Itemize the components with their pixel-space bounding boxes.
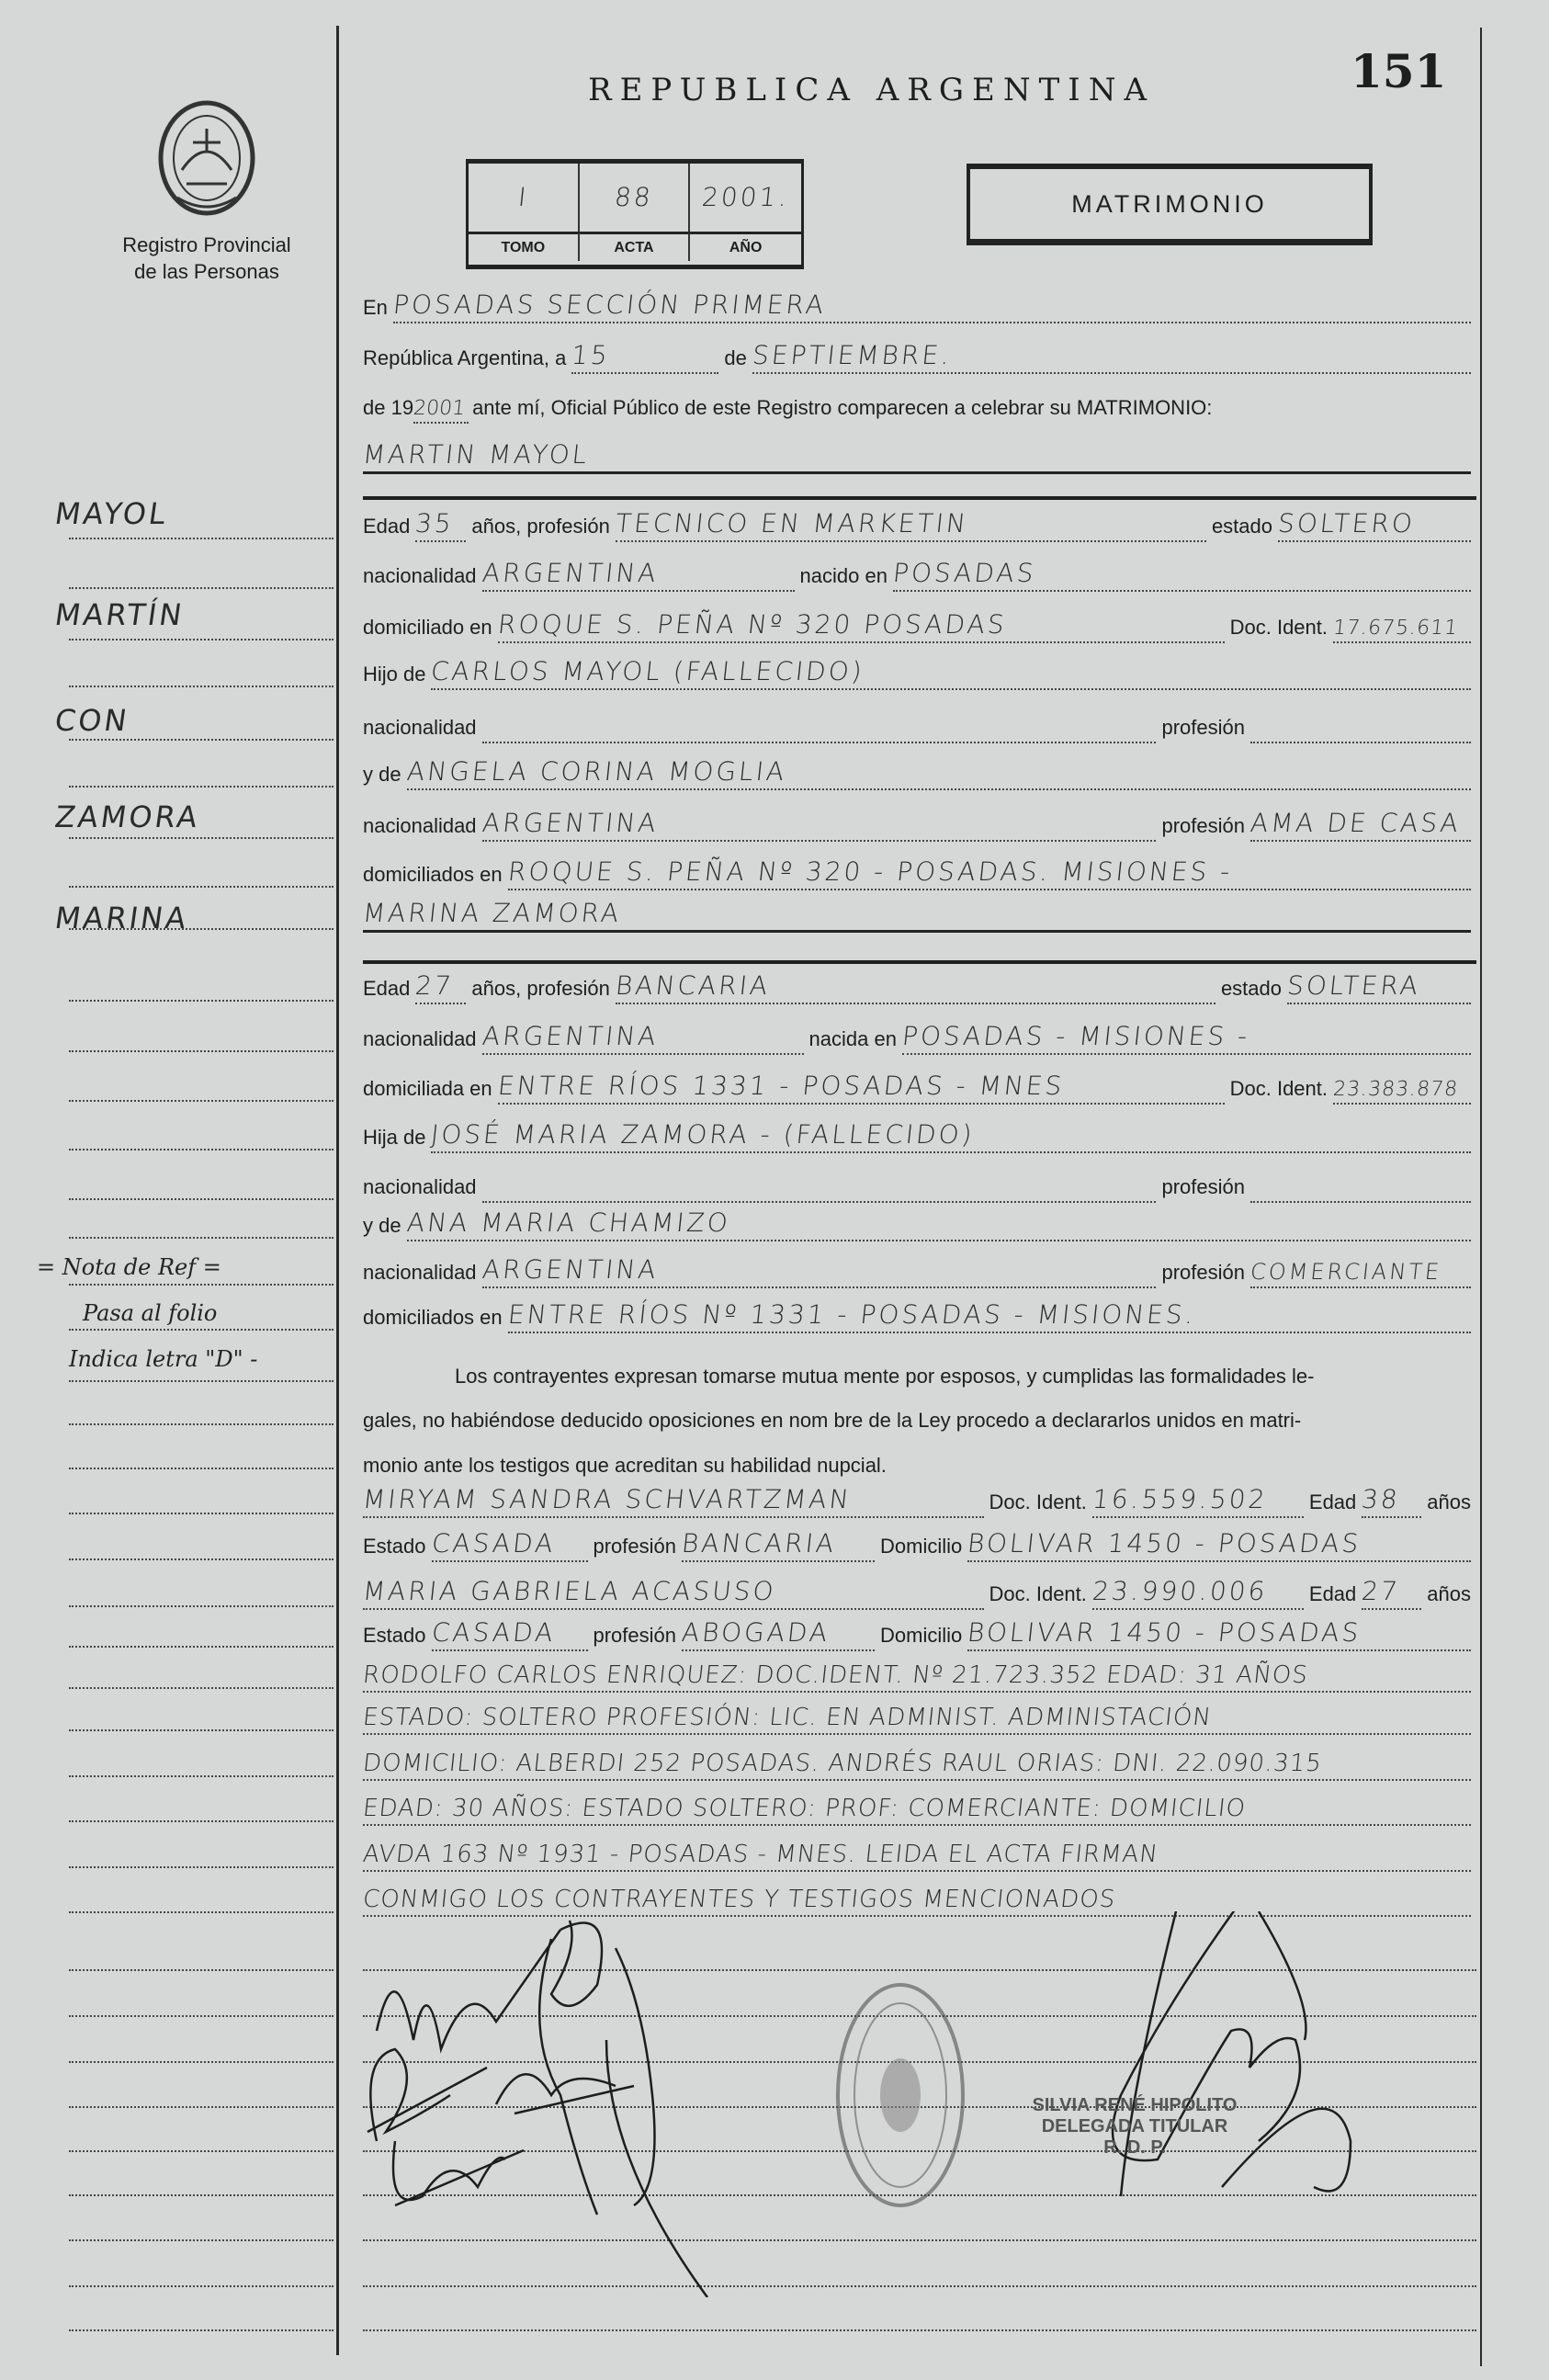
extra-line (363, 1645, 1476, 1693)
margin-dotted-line (69, 1729, 334, 1731)
margin-dotted-line (69, 2239, 334, 2241)
bride-mother-nationality-row (363, 1241, 1476, 1288)
doc-label: Doc. Ident. (1229, 616, 1328, 639)
profesion-label: profesión (1161, 814, 1245, 837)
signature-dotted-line (363, 2329, 1476, 2331)
margin-con: CON (52, 703, 132, 738)
witness-1-status: CASADA (432, 1524, 588, 1562)
bride-father-row (363, 1105, 1476, 1153)
groom-father-row (363, 642, 1476, 690)
margin-dotted-line (69, 1198, 334, 1200)
hijo-label: Hijo de (363, 663, 426, 686)
y-de-label: y de (363, 1214, 401, 1237)
profesion-label: profesión (1161, 1175, 1245, 1198)
date-row (363, 326, 1476, 374)
bride-mother-row (363, 1194, 1476, 1241)
domicilio-label: Domicilio (880, 1535, 963, 1558)
extra-line-field: DOMICILIO: ALBERDI 252 POSADAS. ANDRÉS RAUL ORIAS: DNI. 22.090.315 (363, 1742, 1471, 1781)
witness-1-name: MIRYAM SANDRA SCHVARTZMAN (363, 1479, 984, 1518)
margin-dotted-line (69, 786, 334, 788)
margin-dotted-line (69, 1605, 334, 1607)
margin-divider (336, 26, 339, 2355)
edad-label: Edad (1308, 1582, 1357, 1605)
margin-name-bride: MARINA (52, 901, 191, 935)
declaration-line-2: gales, no habiéndose deducido oposiciones en nom bre de la Ley procedo a declararlos unidos en matri- (363, 1409, 1302, 1432)
declaration-line-3: monio ante los testigos que acreditan su habilidad nupcial. (363, 1454, 887, 1477)
bride-parents-address: ENTRE RÍOS Nº 1331 - POSADAS - MISIONES. (508, 1295, 1471, 1333)
witness-1-details-row (363, 1514, 1476, 1562)
year-field: 2001 (413, 385, 469, 424)
witness-2-doc: 23.990.006 (1092, 1571, 1304, 1610)
ano-label: AÑO (690, 232, 801, 261)
bride-status: SOLTERA (1287, 966, 1471, 1004)
domiciliada-label: domiciliada en (363, 1077, 492, 1100)
groom-mother-row (363, 742, 1476, 790)
margin-dotted-line (69, 1775, 334, 1777)
doc-label: Doc. Ident. (1229, 1077, 1328, 1100)
margin-dotted-line (69, 1050, 334, 1052)
tomo-value: I (516, 181, 530, 212)
bride-age: 27 (415, 966, 466, 1004)
profesion-label: profesión (593, 1624, 677, 1647)
groom-doc: 17.675.611 (1333, 605, 1471, 643)
estado-label: Estado (363, 1624, 426, 1647)
bride-birthplace: POSADAS - MISIONES - (902, 1016, 1471, 1055)
groom-father-nationality-row (363, 696, 1476, 743)
groom-name-row (363, 426, 1476, 474)
bride-name-field: MARINA ZAMORA (363, 893, 1471, 933)
registry-name (101, 232, 312, 285)
margin-note-1: = Nota de Ref = (37, 1254, 221, 1280)
margin-dotted-line (69, 1380, 334, 1382)
en-label: En (363, 296, 388, 319)
margin-note-2: Pasa al folio (83, 1300, 218, 1326)
doc-label: Doc. Ident. (989, 1582, 1087, 1605)
margin-dotted-line (69, 1000, 334, 1002)
extra-line (363, 1778, 1476, 1826)
margin-dotted-line (69, 587, 334, 589)
groom-parents-address: ROQUE S. PEÑA Nº 320 - POSADAS. MISIONES - (508, 852, 1471, 890)
groom-age-row (363, 494, 1476, 542)
bride-father: JOSÉ MARIA ZAMORA - (FALLECIDO) (431, 1115, 1471, 1153)
statement-text: ante mí, Oficial Público de este Registro comparecen a celebrar su MATRIMONIO: (472, 396, 1213, 419)
margin-dotted-line (69, 2329, 334, 2331)
witness-2-age: 27 (1362, 1571, 1421, 1610)
bride-doc: 23.383.878 (1333, 1066, 1471, 1105)
witness-1-age: 38 (1362, 1479, 1421, 1518)
groom-father: CARLOS MAYOL (FALLECIDO) (431, 652, 1471, 690)
margin-dotted-line (69, 1329, 334, 1331)
bride-nationality-row (363, 1007, 1476, 1055)
year-prefix: de 19 (363, 396, 414, 419)
margin-dotted-line (69, 2285, 334, 2287)
margin-name-groom: MARTÍN (52, 597, 187, 632)
acta-label: ACTA (580, 232, 691, 261)
right-border (1480, 28, 1482, 2366)
extra-line-field: CONMIGO LOS CONTRAYENTES Y TESTIGOS MENCIONADOS (363, 1878, 1471, 1917)
margin-dotted-line (69, 538, 334, 539)
domicilio-label: Domicilio (880, 1624, 963, 1647)
bride-mother-nationality: ARGENTINA (482, 1250, 1157, 1288)
acta-value: 88 (613, 181, 655, 212)
extra-line-field: EDAD: 30 AÑOS: ESTADO SOLTERO: PROF: COMERCIANTE: DOMICILIO (363, 1787, 1471, 1826)
official-org: R. D. P. (1103, 2137, 1166, 2158)
margin-dotted-line (69, 886, 334, 888)
groom-father-profession (1250, 705, 1471, 743)
bride-parents-address-row (363, 1286, 1476, 1333)
margin-dotted-line (69, 2106, 334, 2108)
witness-1-profession: BANCARIA (682, 1524, 875, 1562)
groom-age: 35 (415, 504, 466, 542)
estado-label: Estado (363, 1535, 426, 1558)
margin-dotted-line (69, 686, 334, 687)
margin-note-3: Indica letra "D" - (69, 1346, 258, 1372)
margin-dotted-line (69, 1100, 334, 1102)
groom-father-nationality (482, 705, 1157, 743)
official-stamp-text (1020, 2095, 1249, 2159)
month-field: SEPTIEMBRE. (752, 335, 1471, 374)
groom-status: SOLTERO (1278, 504, 1471, 542)
official-role: DELEGADA TITULAR (1041, 2116, 1228, 2136)
margin-dotted-line (69, 2150, 334, 2152)
ano-value: 2001. (700, 181, 792, 212)
bride-mother-profession: COMERCIANTE (1250, 1250, 1471, 1288)
place-row (363, 276, 1476, 323)
margin-dotted-line (69, 1468, 334, 1469)
estado-label: estado (1211, 515, 1272, 538)
tomo-label: TOMO (469, 232, 580, 261)
anos-label: años (1427, 1582, 1471, 1605)
tomo-acta-ano-box (466, 159, 804, 269)
margin-dotted-line (69, 1646, 334, 1648)
extra-line-field: RODOLFO CARLOS ENRIQUEZ: DOC.IDENT. Nº 21.723.352 EDAD: 31 AÑOS (363, 1654, 1471, 1693)
nacionalidad-label: nacionalidad (363, 1027, 477, 1050)
year-row (363, 376, 1476, 424)
margin-dotted-line (69, 1284, 334, 1286)
margin-dotted-line (69, 2061, 334, 2063)
republica-label: República Argentina, a (363, 346, 567, 369)
signatures (340, 1911, 1479, 2297)
margin-dotted-line (69, 1237, 334, 1239)
domiciliado-label: domiciliado en (363, 616, 492, 639)
nacionalidad-label: nacionalidad (363, 1175, 477, 1198)
extra-line-field: AVDA 163 Nº 1931 - POSADAS - MNES. LEIDA EL ACTA FIRMAN (363, 1833, 1471, 1872)
profesion-label: profesión (1161, 716, 1245, 739)
edad-label: Edad (363, 977, 411, 1000)
margin-dotted-line (69, 1820, 334, 1822)
bride-address-row (363, 1057, 1476, 1105)
bride-mother: ANA MARIA CHAMIZO (407, 1203, 1471, 1241)
y-de-label: y de (363, 763, 401, 786)
domiciliados-label: domiciliados en (363, 1306, 503, 1329)
groom-mother-nationality-row (363, 794, 1476, 842)
record-type-box: MATRIMONIO (967, 164, 1373, 245)
witness-1-address: BOLIVAR 1450 - POSADAS (967, 1524, 1471, 1562)
registry-line-1: Registro Provincial (122, 233, 291, 256)
profesion-label: años, profesión (471, 977, 610, 1000)
document-title: REPUBLICA ARGENTINA (588, 72, 1156, 108)
groom-birthplace: POSADAS (893, 553, 1471, 592)
profesion-label: profesión (1161, 1261, 1245, 1284)
nacionalidad-label: nacionalidad (363, 716, 477, 739)
witness-1-doc: 16.559.502 (1092, 1479, 1304, 1518)
extra-line (363, 1733, 1476, 1781)
doc-label: Doc. Ident. (989, 1490, 1087, 1513)
bride-nationality: ARGENTINA (482, 1016, 804, 1055)
margin-dotted-line (69, 837, 334, 839)
bride-name-row (363, 885, 1476, 933)
extra-line (363, 1824, 1476, 1872)
witness-1-row (363, 1470, 1476, 1518)
anos-label: años (1427, 1490, 1471, 1513)
margin-dotted-line (69, 1558, 334, 1560)
bride-address: ENTRE RÍOS 1331 - POSADAS - MNES (498, 1066, 1225, 1105)
groom-mother-profession: AMA DE CASA (1250, 803, 1471, 842)
declaration-line-1: Los contrayentes expresan tomarse mutua mente por esposos, y cumplidas las formalidades le- (455, 1365, 1315, 1388)
margin-dotted-line (69, 639, 334, 640)
day-field: 15 (571, 335, 718, 374)
bride-profession: BANCARIA (616, 966, 1215, 1004)
nacionalidad-label: nacionalidad (363, 814, 477, 837)
margin-dotted-line (69, 1866, 334, 1868)
margin-dotted-line (69, 739, 334, 741)
nacida-label: nacida en (808, 1027, 897, 1050)
margin-dotted-line (69, 2015, 334, 2017)
registry-line-2: de las Personas (134, 260, 279, 283)
official-stamp (838, 1985, 963, 2205)
nacionalidad-label: nacionalidad (363, 1261, 477, 1284)
groom-mother-nationality: ARGENTINA (482, 803, 1157, 842)
groom-address: ROQUE S. PEÑA Nº 320 POSADAS (498, 605, 1225, 643)
nacido-label: nacido en (799, 564, 888, 587)
estado-label: estado (1220, 977, 1282, 1000)
profesion-label: profesión (593, 1535, 677, 1558)
edad-label: Edad (1308, 1490, 1357, 1513)
groom-mother: ANGELA CORINA MOGLIA (407, 752, 1471, 790)
margin-dotted-line (69, 1423, 334, 1425)
witness-2-status: CASADA (432, 1613, 588, 1651)
de-label: de (724, 346, 747, 369)
margin-dotted-line (69, 1149, 334, 1150)
margin-dotted-line (69, 2194, 334, 2196)
margin-dotted-line (69, 1513, 334, 1514)
province-seal-icon (154, 96, 260, 221)
margin-dotted-line (69, 1687, 334, 1689)
witness-2-profession: ABOGADA (682, 1613, 875, 1651)
groom-nationality-row (363, 544, 1476, 592)
groom-profession: TECNICO EN MARKETIN (616, 504, 1206, 542)
profesion-label: años, profesión (471, 515, 610, 538)
folio-number: 151 (1351, 44, 1447, 98)
official-name: SILVIA RENÉ HIPOLITO (1032, 2095, 1238, 2115)
margin-surname-bride: ZAMORA (52, 799, 203, 834)
groom-parents-address-row (363, 843, 1476, 890)
margin-dotted-line (69, 928, 334, 930)
edad-label: Edad (363, 515, 411, 538)
place-field: POSADAS SECCIÓN PRIMERA (393, 285, 1471, 323)
groom-name-field: MARTIN MAYOL (363, 435, 1471, 474)
hija-label: Hija de (363, 1126, 426, 1149)
groom-address-row (363, 595, 1476, 643)
extra-line-field: ESTADO: SOLTERO PROFESIÓN: LIC. EN ADMINIST. ADMINISTACIÓN (363, 1696, 1471, 1735)
groom-nationality: ARGENTINA (482, 553, 795, 592)
witness-2-name: MARIA GABRIELA ACASUSO (363, 1571, 984, 1610)
extra-line (363, 1687, 1476, 1735)
margin-surname-groom: MAYOL (52, 496, 171, 531)
margin-dotted-line (69, 1911, 334, 1913)
witness-2-address: BOLIVAR 1450 - POSADAS (967, 1613, 1471, 1651)
extra-line (363, 1869, 1476, 1917)
bride-age-row (363, 957, 1476, 1004)
margin-dotted-line (69, 1969, 334, 1971)
domiciliados-label: domiciliados en (363, 863, 503, 886)
nacionalidad-label: nacionalidad (363, 564, 477, 587)
